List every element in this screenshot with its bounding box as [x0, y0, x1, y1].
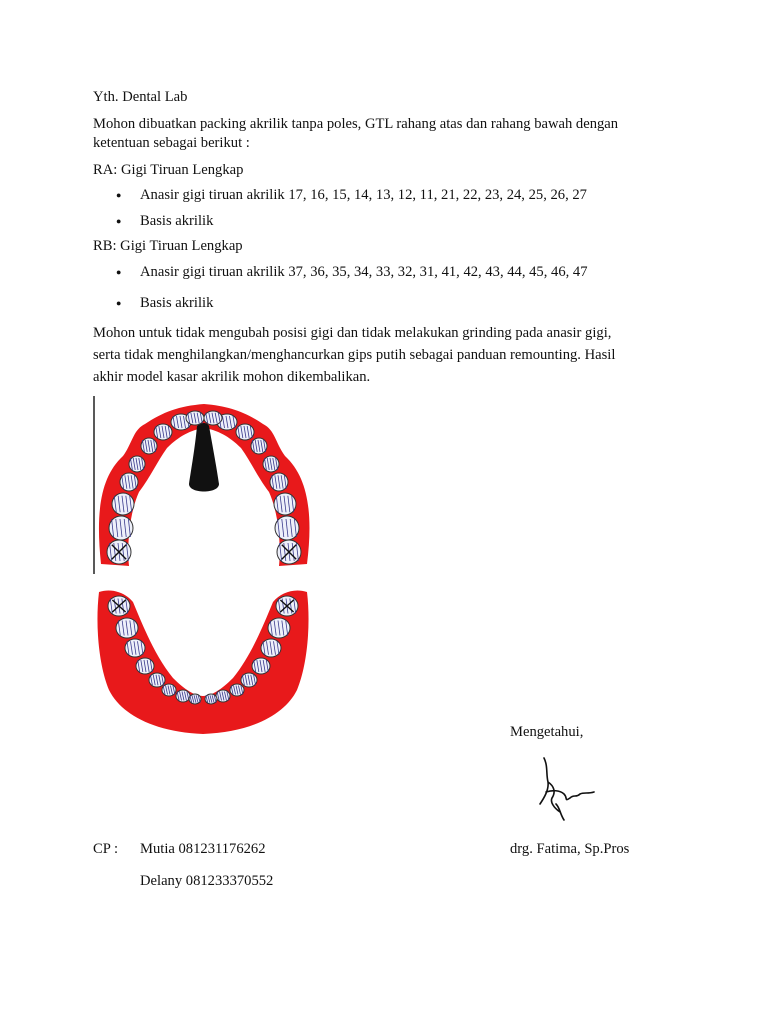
contact-person-2: Delany 081233370552	[140, 873, 274, 889]
tooth-icon	[120, 473, 138, 491]
tooth-icon	[204, 411, 222, 425]
tooth-icon	[162, 684, 176, 696]
ra-item-base: Basis akrilik	[140, 213, 214, 229]
tooth-icon	[236, 424, 254, 440]
salutation: Yth. Dental Lab	[93, 89, 188, 105]
contact-label: CP :	[93, 841, 119, 857]
signature-image	[530, 752, 602, 824]
lower-denture-diagram	[93, 586, 313, 738]
instruction-paragraph	[93, 322, 673, 388]
signer-name: drg. Fatima, Sp.Pros	[510, 841, 630, 857]
tooth-icon	[129, 456, 145, 472]
upper-denture-diagram	[93, 396, 315, 574]
tooth-icon	[277, 540, 301, 564]
tooth-icon	[107, 540, 131, 564]
tooth-icon	[230, 684, 244, 696]
tooth-icon	[205, 694, 217, 704]
bullet-icon: ●	[116, 298, 122, 308]
instruction-line-1: Mohon untuk tidak mengubah posisi gigi dan tidak melakukan grinding pada anasir gigi,	[93, 325, 612, 341]
tooth-icon	[252, 658, 270, 674]
rb-heading: RB: Gigi Tiruan Lengkap	[93, 238, 243, 254]
tooth-icon	[136, 658, 154, 674]
tooth-icon	[154, 424, 172, 440]
tooth-icon	[141, 438, 157, 454]
instruction-line-2: serta tidak menghilangkan/menghancurkan gips putih sebagai panduan remounting. Hasil	[93, 347, 616, 363]
rb-item-base: Basis akrilik	[140, 295, 214, 311]
tooth-icon	[276, 596, 298, 616]
intro-line-2: ketentuan sebagai berikut :	[93, 135, 250, 151]
tooth-icon	[109, 516, 133, 540]
bullet-icon: ●	[116, 216, 122, 226]
tooth-icon	[274, 493, 296, 515]
tooth-icon	[241, 673, 257, 687]
tooth-icon	[275, 516, 299, 540]
tooth-icon	[112, 493, 134, 515]
bullet-icon: ●	[116, 267, 122, 277]
instruction-line-3: akhir model kasar akrilik mohon dikembalikan.	[93, 369, 371, 385]
tooth-icon	[270, 473, 288, 491]
intro-paragraph	[93, 113, 673, 154]
tooth-icon	[189, 694, 201, 704]
bullet-icon: ●	[116, 190, 122, 200]
contact-person-1: Mutia 081231176262	[140, 841, 266, 857]
intro-line-1: Mohon dibuatkan packing akrilik tanpa poles, GTL rahang atas dan rahang bawah dengan	[93, 116, 619, 132]
tooth-icon	[176, 690, 190, 702]
rb-item-teeth: Anasir gigi tiruan akrilik 37, 36, 35, 34, 33, 32, 31, 41, 42, 43, 44, 45, 46, 47	[140, 264, 588, 280]
tooth-icon	[186, 411, 204, 425]
tooth-icon	[149, 673, 165, 687]
tooth-icon	[216, 690, 230, 702]
tooth-icon	[251, 438, 267, 454]
tooth-icon	[263, 456, 279, 472]
tooth-icon	[261, 639, 281, 657]
ra-item-teeth: Anasir gigi tiruan akrilik 17, 16, 15, 14, 13, 12, 11, 21, 22, 23, 24, 25, 26, 27	[140, 187, 587, 203]
tooth-icon	[125, 639, 145, 657]
tooth-icon	[108, 596, 130, 616]
tooth-icon	[116, 618, 138, 638]
ra-heading: RA: Gigi Tiruan Lengkap	[93, 162, 244, 178]
acknowledged-label: Mengetahui,	[510, 724, 584, 740]
tooth-icon	[268, 618, 290, 638]
